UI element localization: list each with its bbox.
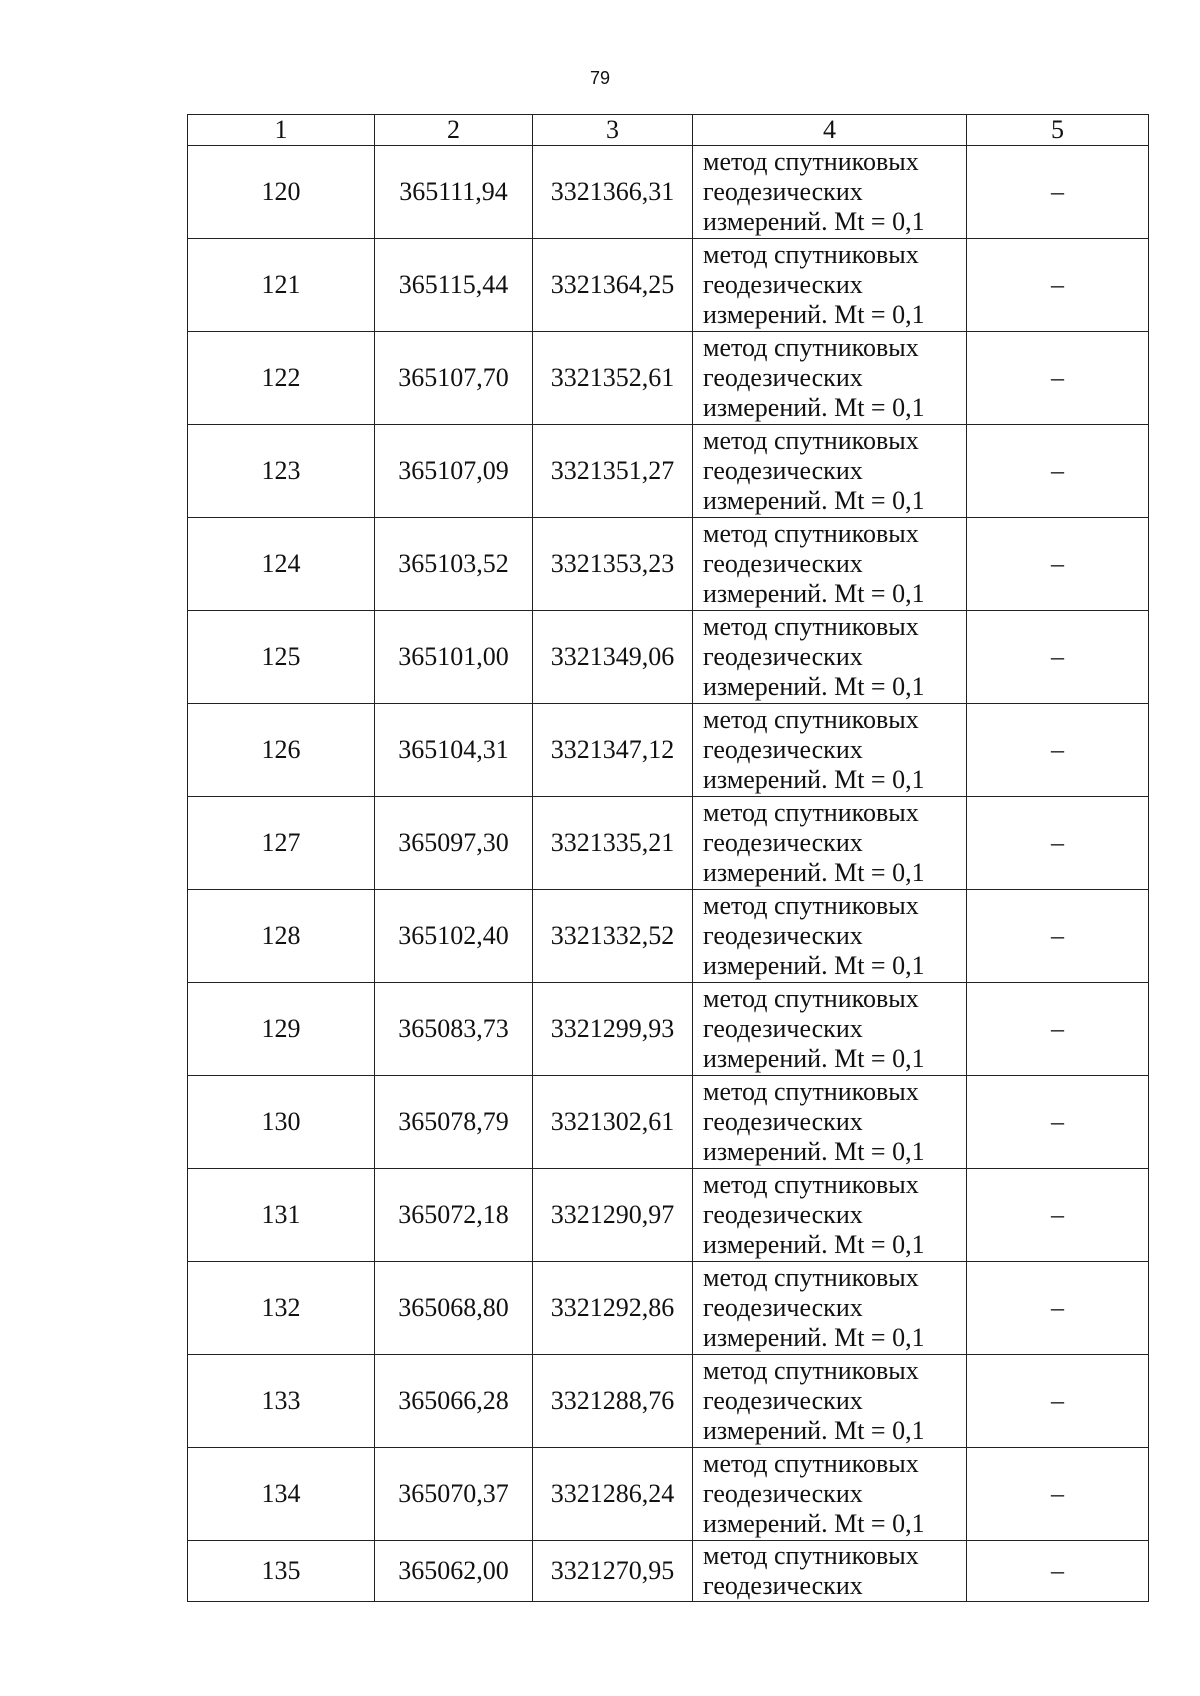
method-cell xyxy=(693,983,967,1076)
method-text-line: измерений. Mt = 0,1 xyxy=(703,300,925,329)
y-coordinate-cell: 3321352,61 xyxy=(533,332,693,425)
notes-cell: – xyxy=(967,146,1149,239)
method-cell xyxy=(693,239,967,332)
point-number-cell: 131 xyxy=(188,1169,375,1262)
method-text-line: метод спутниковых xyxy=(703,798,919,827)
method-text-line: измерений. Mt = 0,1 xyxy=(703,1137,925,1166)
point-number-cell: 123 xyxy=(188,425,375,518)
method-text-line: геодезических xyxy=(703,177,863,206)
method-text-line: метод спутниковых xyxy=(703,1449,919,1478)
y-coordinate-cell: 3321292,86 xyxy=(533,1262,693,1355)
method-text-line: измерений. Mt = 0,1 xyxy=(703,207,925,236)
point-number-cell: 121 xyxy=(188,239,375,332)
column-header: 3 xyxy=(533,115,693,146)
method-text-line: геодезических xyxy=(703,1386,863,1415)
method-cell xyxy=(693,797,967,890)
method-text-line: геодезических xyxy=(703,1293,863,1322)
y-coordinate-cell: 3321332,52 xyxy=(533,890,693,983)
table-row xyxy=(188,1448,1149,1541)
x-coordinate-cell: 365111,94 xyxy=(375,146,533,239)
x-coordinate-cell: 365101,00 xyxy=(375,611,533,704)
table-row xyxy=(188,704,1149,797)
method-text-line: измерений. Mt = 0,1 xyxy=(703,1323,925,1352)
y-coordinate-cell: 3321349,06 xyxy=(533,611,693,704)
method-text-line: метод спутниковых xyxy=(703,891,919,920)
method-text-line: метод спутниковых xyxy=(703,240,919,269)
x-coordinate-cell: 365083,73 xyxy=(375,983,533,1076)
method-text-line: метод спутниковых xyxy=(703,984,919,1013)
method-cell xyxy=(693,1541,967,1602)
point-number-cell: 127 xyxy=(188,797,375,890)
method-cell xyxy=(693,425,967,518)
method-text-line: метод спутниковых xyxy=(703,1170,919,1199)
notes-cell: – xyxy=(967,518,1149,611)
y-coordinate-cell: 3321335,21 xyxy=(533,797,693,890)
x-coordinate-cell: 365072,18 xyxy=(375,1169,533,1262)
method-text-line: измерений. Mt = 0,1 xyxy=(703,393,925,422)
point-number-cell: 124 xyxy=(188,518,375,611)
method-text-line: метод спутниковых xyxy=(703,612,919,641)
y-coordinate-cell: 3321302,61 xyxy=(533,1076,693,1169)
column-header: 1 xyxy=(188,115,375,146)
notes-cell: – xyxy=(967,797,1149,890)
method-text-line: измерений. Mt = 0,1 xyxy=(703,486,925,515)
point-number-cell: 122 xyxy=(188,332,375,425)
x-coordinate-cell: 365097,30 xyxy=(375,797,533,890)
method-cell xyxy=(693,1448,967,1541)
method-text-line: измерений. Mt = 0,1 xyxy=(703,1509,925,1538)
method-text-line: метод спутниковых xyxy=(703,426,919,455)
y-coordinate-cell: 3321270,95 xyxy=(533,1541,693,1602)
method-cell xyxy=(693,1355,967,1448)
method-text-line: геодезических xyxy=(703,1571,863,1600)
method-text-line: метод спутниковых xyxy=(703,519,919,548)
x-coordinate-cell: 365103,52 xyxy=(375,518,533,611)
table-row xyxy=(188,611,1149,704)
page-number: 79 xyxy=(589,68,611,88)
method-text-line: метод спутниковых xyxy=(703,1263,919,1292)
method-cell xyxy=(693,332,967,425)
point-number-cell: 134 xyxy=(188,1448,375,1541)
method-text-line: геодезических xyxy=(703,270,863,299)
method-text-line: геодезических xyxy=(703,549,863,578)
method-cell xyxy=(693,890,967,983)
method-text-line: измерений. Mt = 0,1 xyxy=(703,765,925,794)
method-text-line: геодезических xyxy=(703,456,863,485)
notes-cell: – xyxy=(967,1541,1149,1602)
method-text-line: метод спутниковых xyxy=(703,1077,919,1106)
point-number-cell: 129 xyxy=(188,983,375,1076)
table-row xyxy=(188,890,1149,983)
method-text-line: измерений. Mt = 0,1 xyxy=(703,858,925,887)
y-coordinate-cell: 3321351,27 xyxy=(533,425,693,518)
point-number-cell: 120 xyxy=(188,146,375,239)
method-text-line: метод спутниковых xyxy=(703,147,919,176)
x-coordinate-cell: 365062,00 xyxy=(375,1541,533,1602)
x-coordinate-cell: 365107,09 xyxy=(375,425,533,518)
method-text-line: измерений. Mt = 0,1 xyxy=(703,579,925,608)
header-row xyxy=(188,115,1149,146)
method-text-line: метод спутниковых xyxy=(703,1356,919,1385)
notes-cell: – xyxy=(967,611,1149,704)
notes-cell: – xyxy=(967,1169,1149,1262)
point-number-cell: 128 xyxy=(188,890,375,983)
notes-cell: – xyxy=(967,1262,1149,1355)
y-coordinate-cell: 3321366,31 xyxy=(533,146,693,239)
notes-cell: – xyxy=(967,890,1149,983)
table-row xyxy=(188,1355,1149,1448)
method-text-line: измерений. Mt = 0,1 xyxy=(703,1416,925,1445)
table-row xyxy=(188,518,1149,611)
method-text-line: геодезических xyxy=(703,1107,863,1136)
point-number-cell: 133 xyxy=(188,1355,375,1448)
method-text-line: геодезических xyxy=(703,363,863,392)
method-text-line: метод спутниковых xyxy=(703,333,919,362)
table-row xyxy=(188,146,1149,239)
notes-cell: – xyxy=(967,425,1149,518)
method-text-line: метод спутниковых xyxy=(703,705,919,734)
notes-cell: – xyxy=(967,704,1149,797)
x-coordinate-cell: 365107,70 xyxy=(375,332,533,425)
x-coordinate-cell: 365078,79 xyxy=(375,1076,533,1169)
table-body xyxy=(188,146,1149,1602)
y-coordinate-cell: 3321290,97 xyxy=(533,1169,693,1262)
method-text-line: измерений. Mt = 0,1 xyxy=(703,1230,925,1259)
x-coordinate-cell: 365104,31 xyxy=(375,704,533,797)
method-text-line: геодезических xyxy=(703,642,863,671)
method-cell xyxy=(693,1262,967,1355)
method-cell xyxy=(693,611,967,704)
table-row xyxy=(188,1169,1149,1262)
method-text-line: измерений. Mt = 0,1 xyxy=(703,1044,925,1073)
method-text-line: геодезических xyxy=(703,735,863,764)
method-text-line: метод спутниковых xyxy=(703,1541,919,1570)
notes-cell: – xyxy=(967,983,1149,1076)
method-text-line: геодезических xyxy=(703,1014,863,1043)
notes-cell: – xyxy=(967,1355,1149,1448)
table-row xyxy=(188,1076,1149,1169)
method-cell xyxy=(693,146,967,239)
method-text-line: геодезических xyxy=(703,921,863,950)
notes-cell: – xyxy=(967,239,1149,332)
table-row xyxy=(188,1262,1149,1355)
table-row xyxy=(188,983,1149,1076)
column-header: 5 xyxy=(967,115,1149,146)
x-coordinate-cell: 365115,44 xyxy=(375,239,533,332)
table-row xyxy=(188,425,1149,518)
table-row xyxy=(188,1541,1149,1602)
method-text-line: геодезических xyxy=(703,1200,863,1229)
notes-cell: – xyxy=(967,332,1149,425)
point-number-cell: 135 xyxy=(188,1541,375,1602)
y-coordinate-cell: 3321347,12 xyxy=(533,704,693,797)
coordinates-table xyxy=(187,114,1149,1602)
x-coordinate-cell: 365066,28 xyxy=(375,1355,533,1448)
method-cell xyxy=(693,1169,967,1262)
y-coordinate-cell: 3321364,25 xyxy=(533,239,693,332)
y-coordinate-cell: 3321288,76 xyxy=(533,1355,693,1448)
column-header: 2 xyxy=(375,115,533,146)
notes-cell: – xyxy=(967,1076,1149,1169)
method-cell xyxy=(693,704,967,797)
notes-cell: – xyxy=(967,1448,1149,1541)
method-cell xyxy=(693,518,967,611)
y-coordinate-cell: 3321299,93 xyxy=(533,983,693,1076)
method-cell xyxy=(693,1076,967,1169)
method-text-line: геодезических xyxy=(703,828,863,857)
point-number-cell: 132 xyxy=(188,1262,375,1355)
y-coordinate-cell: 3321286,24 xyxy=(533,1448,693,1541)
point-number-cell: 126 xyxy=(188,704,375,797)
table-row xyxy=(188,239,1149,332)
column-header: 4 xyxy=(693,115,967,146)
x-coordinate-cell: 365102,40 xyxy=(375,890,533,983)
table-row xyxy=(188,332,1149,425)
method-text-line: измерений. Mt = 0,1 xyxy=(703,951,925,980)
x-coordinate-cell: 365068,80 xyxy=(375,1262,533,1355)
method-text-line: геодезических xyxy=(703,1479,863,1508)
method-text-line: измерений. Mt = 0,1 xyxy=(703,672,925,701)
x-coordinate-cell: 365070,37 xyxy=(375,1448,533,1541)
point-number-cell: 125 xyxy=(188,611,375,704)
y-coordinate-cell: 3321353,23 xyxy=(533,518,693,611)
table-row xyxy=(188,797,1149,890)
point-number-cell: 130 xyxy=(188,1076,375,1169)
